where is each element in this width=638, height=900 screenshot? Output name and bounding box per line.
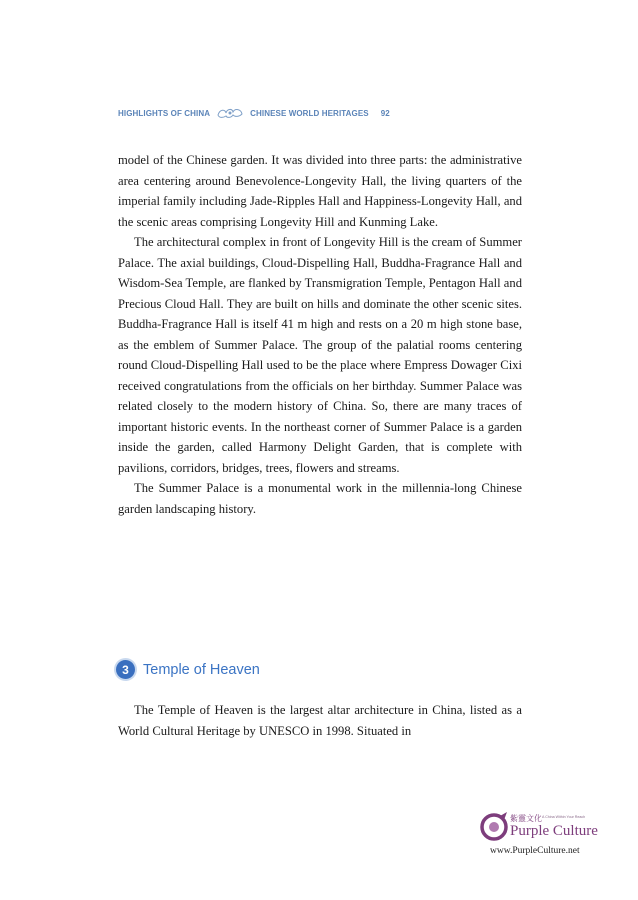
cloud-ornament-icon: [216, 106, 244, 120]
chapter-title: CHINESE WORLD HERITAGES: [250, 108, 369, 118]
paragraph: The Summer Palace is a monumental work in the millennia-long Chinese garden landscaping history.: [118, 481, 522, 516]
watermark-tagline: A China Within Your Reach: [542, 815, 586, 819]
paragraph: The Temple of Heaven is the largest altar architecture in China, listed as a World Cultural Heritage by UNESCO in 1998. Situated in: [118, 703, 522, 738]
body-text-top: [118, 150, 522, 519]
watermark-brand: Purple Culture: [510, 823, 598, 839]
watermark-url: www.PurpleCulture.net: [490, 846, 580, 856]
purple-culture-logo-icon: [480, 810, 510, 844]
watermark-chinese: 紫靈文化: [510, 814, 542, 823]
book-title: HIGHLIGHTS OF CHINA: [118, 108, 211, 118]
paragraph: model of the Chinese garden. It was divided into three parts: the administrative area centering around Benevolence-Longevity Hall, the living quarters of the imperial family including Jade-Ripples Hall and Happiness-Longevity Hall, and the scenic areas comprising Longevity Hill and Kunming Lake.: [118, 153, 522, 229]
page-number: 92: [380, 108, 390, 118]
purple-culture-watermark: [480, 806, 620, 866]
section-title: Temple of Heaven: [143, 661, 260, 678]
paragraph: The architectural complex in front of Longevity Hill is the cream of Summer Palace. The axial buildings, Cloud-Dispelling Hall, Buddha-Fragrance Hall and Wisdom-Sea Temple, are flanked by Transmigration Temple, Pentagon Hall and Precious Cloud Hall. They are built on hills and dominate the other scenic sites. Buddha-Fragrance Hall is itself 41 m high and rests on a 20 m high stone base, as the emblem of Summer Palace. The group of the palatial rooms centering round Cloud-Dispelling Hall used to be the place where Empress Dowager Cixi received congratulations from the officials on her birthday. Summer Palace was related closely to the modern history of China. So, there are many traces of important historic events. In the northeast corner of Summer Palace is a garden inside the garden, called Harmony Delight Garden, that is complete with pavilions, corridors, bridges, trees, flowers and streams.: [118, 235, 522, 475]
body-text-bottom: [118, 700, 522, 741]
section-heading: [116, 660, 260, 679]
running-header: [118, 106, 390, 120]
section-number-badge: 3: [116, 660, 135, 679]
